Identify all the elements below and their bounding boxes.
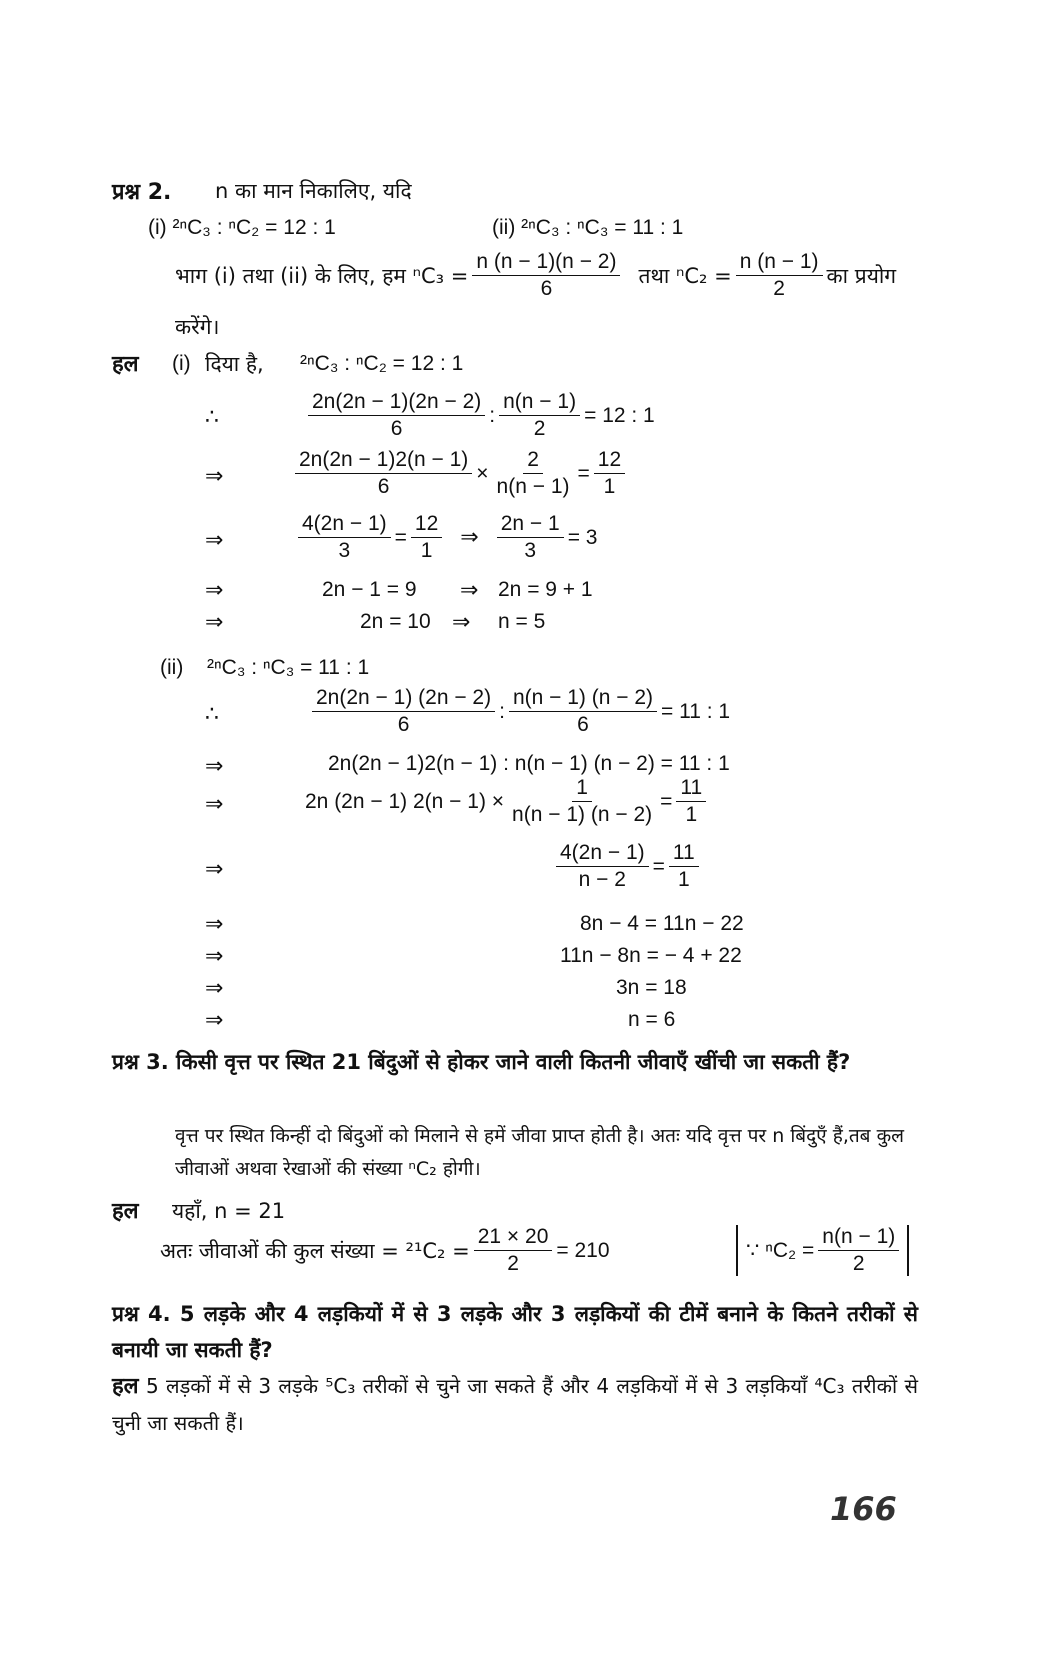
implies-symbol: ⇒ (205, 754, 224, 779)
fraction: $\frac{2n(2n - 1) (2n - 2)}{6}$ (312, 686, 495, 737)
q4-solution (112, 1368, 918, 1441)
sol2-ii-step-8: n = 6 (628, 1008, 676, 1031)
fraction: $\frac{2n(2n - 1)(2n - 2)}{6}$ (308, 390, 485, 441)
sol2-i-step-3: $\frac{4(2n - 1)}{3}$ = $\frac{12}{1}$ ⇒ $\frac{2n - 1}{3}$ = 3 (298, 512, 597, 563)
implies-symbol: ⇒ (205, 578, 224, 603)
sol2-ii-step-5: 8n − 4 = 11n − 22 (580, 912, 744, 935)
sol2-i-equation: ²ⁿC₃ : ⁿC₂ = 12 : 1 (300, 352, 464, 375)
q4-heading: प्रश्न 4. (112, 1302, 171, 1326)
implies-symbol: ⇒ (205, 792, 224, 817)
q4-text: 5 लड़के और 4 लड़कियों में से 3 लड़के और 3 लड़कियों की टीमें बनाने के कितने तरीकों से बनायी जा सकती हैं? (112, 1302, 918, 1362)
sol2-ii-step-3: 2n (2n − 1) 2(n − 1) × $\frac{1}{n(n - 1) (n - 2)}$ = $\frac{11}{1}$ (305, 776, 706, 827)
fraction: $\frac{12}{1}$ (594, 448, 625, 499)
q2-hint-post: का प्रयोग (826, 263, 897, 288)
q4-sol-label: हल (112, 1374, 139, 1399)
q3-text: किसी वृत्त पर स्थित 21 बिंदुओं से होकर जाने वाली कितनी जीवाएँ खींची जा सकती हैं? (176, 1050, 851, 1074)
implies-symbol: ⇒ (460, 578, 479, 603)
sol2-i-step-5a: 2n = 10 (360, 610, 431, 633)
q4-block (112, 1296, 918, 1368)
fraction: $\frac{4(2n - 1)}{3}$ (298, 512, 391, 563)
fraction: $\frac{2n - 1}{3}$ (497, 512, 564, 563)
fraction: $\frac{21 \times 20}{2}$ (474, 1225, 553, 1276)
page-number: 166 (830, 1490, 897, 1528)
implies-symbol: ⇒ (205, 912, 224, 937)
sol2-ii-label: (ii) (160, 656, 184, 679)
implies-symbol: ⇒ (205, 857, 224, 882)
q2-hint-end: करेंगे। (175, 315, 220, 339)
q2-hint-fraction-1: $\frac{n (n - 1)(n - 2)}{6}$ (472, 250, 620, 301)
q3-sol-label: हल (112, 1199, 139, 1224)
sol2-i-step-2: $\frac{2n(2n - 1)2(n - 1)}{6}$ × $\frac{2}{n(n - 1)}$ = $\frac{12}{1}$ (295, 448, 625, 499)
implies-symbol: ⇒ (205, 1008, 224, 1033)
q2-part-ii: (ii) ²ⁿC₃ : ⁿC₃ = 11 : 1 (492, 216, 684, 239)
fraction: $\frac{12}{1}$ (411, 512, 442, 563)
sol2-ii-equation: ²ⁿC₃ : ⁿC₃ = 11 : 1 (207, 656, 370, 679)
implies-symbol: ⇒ (452, 610, 471, 635)
q3-block (112, 1044, 918, 1080)
q4-sol-text: 5 लड़कों में से 3 लड़के ⁵C₃ तरीकों से चुने जा सकते हैं और 4 लड़कियों में से 3 लड़कियाँ ⁴C₃ तरीकों से चुनी जा सकती हैं। (112, 1374, 919, 1435)
fraction: $\frac{2}{n(n - 1)}$ (496, 448, 570, 499)
implies-symbol: ⇒ (205, 976, 224, 1001)
therefore-symbol: ∴ (205, 405, 219, 430)
fraction: $\frac{n(n - 1)}{2}$ (818, 1225, 899, 1276)
sol2-i-label: (i) (172, 352, 191, 375)
fraction: $\frac{n(n - 1) (n - 2)}{6}$ (509, 686, 657, 737)
q2-hint-fraction-2: $\frac{n (n - 1)}{2}$ (736, 250, 823, 301)
q2-hint (175, 250, 896, 301)
q3-sol-count: अतः जीवाओं की कुल संख्या = ²¹C₂ = $\frac{21 \times 20}{2}$ = 210 (160, 1225, 610, 1276)
q3-heading: प्रश्न 3. (112, 1050, 169, 1074)
sol2-i-given: दिया है, (205, 352, 264, 376)
sol2-label: हल (112, 352, 139, 377)
q3-hint: वृत्त पर स्थित किन्हीं दो बिंदुओं को मिलाने से हमें जीवा प्राप्त होती है। अतः यदि वृत्त पर n बिंदुएँ हैं,तब कुल जीवाओं अथवा रेखाओं की संख्या ⁿC₂ होगी। (175, 1125, 905, 1180)
q3-formula-note: ∵ ⁿC₂ = $\frac{n(n - 1)}{2}$ (736, 1225, 909, 1276)
q2-part-i: (i) ²ⁿC₃ : ⁿC₂ = 12 : 1 (148, 216, 336, 239)
fraction: $\frac{11}{1}$ (676, 776, 706, 827)
sol2-i-step-4a: 2n − 1 = 9 (322, 578, 417, 601)
sol2-i-step-5b: n = 5 (498, 610, 546, 633)
sol2-i-step-1: $\frac{2n(2n - 1)(2n - 2)}{6}$ : $\frac{n(n - 1)}{2}$ = 12 : 1 (308, 390, 655, 441)
q2-heading: प्रश्न 2. (112, 180, 172, 205)
fraction: $\frac{11}{1}$ (669, 841, 699, 892)
implies-symbol: ⇒ (205, 528, 224, 553)
sol2-ii-step-1: $\frac{2n(2n - 1) (2n - 2)}{6}$ : $\frac{n(n - 1) (n - 2)}{6}$ = 11 : 1 (312, 686, 730, 737)
therefore-symbol: ∴ (205, 702, 219, 727)
fraction: $\frac{1}{n(n - 1) (n - 2)}$ (512, 776, 653, 827)
q2-hint-mid: तथा ⁿC₂ = (638, 263, 732, 288)
q2-prompt: n का मान निकालिए, यदि (215, 179, 412, 203)
sol2-ii-step-7: 3n = 18 (616, 976, 687, 999)
fraction: $\frac{2n(2n - 1)2(n - 1)}{6}$ (295, 448, 472, 499)
fraction: $\frac{n(n - 1)}{2}$ (499, 390, 580, 441)
q2-hint-pre: भाग (i) तथा (ii) के लिए, हम ⁿC₃ = (175, 263, 469, 288)
implies-symbol: ⇒ (205, 610, 224, 635)
implies-symbol: ⇒ (205, 464, 224, 489)
sol2-ii-step-4: $\frac{4(2n - 1)}{n - 2}$ = $\frac{11}{1}$ (556, 841, 699, 892)
sol2-ii-step-2: 2n(2n − 1)2(n − 1) : n(n − 1) (n − 2) = 11 : 1 (328, 752, 730, 775)
implies-symbol: ⇒ (205, 944, 224, 969)
fraction: $\frac{4(2n - 1)}{n - 2}$ (556, 841, 649, 892)
q3-sol-here: यहाँ, n = 21 (172, 1199, 286, 1223)
sol2-ii-step-6: 11n − 8n = − 4 + 22 (560, 944, 742, 967)
sol2-i-step-4b: 2n = 9 + 1 (498, 578, 593, 601)
